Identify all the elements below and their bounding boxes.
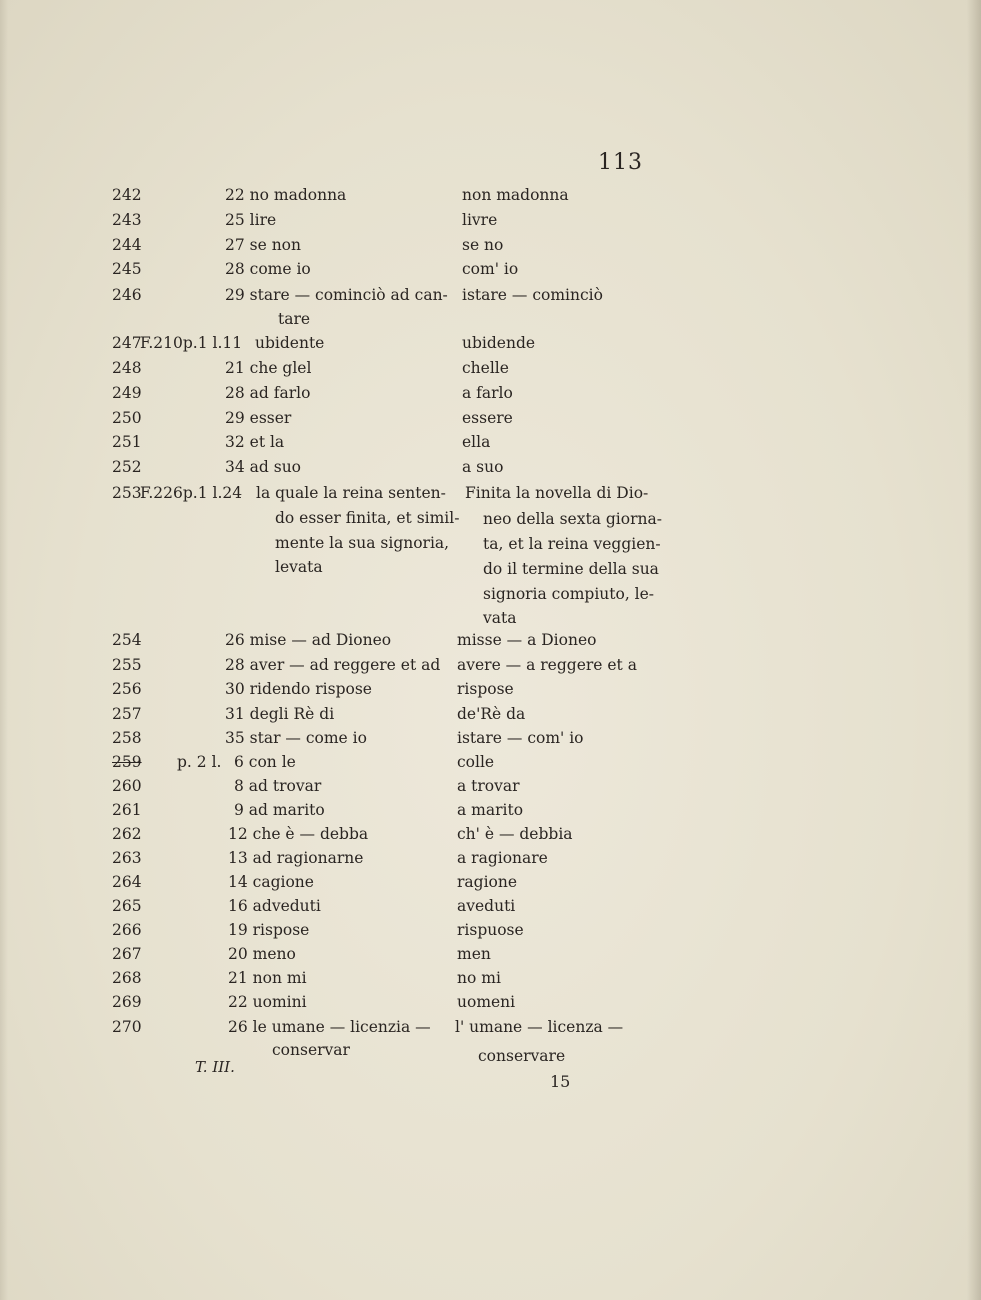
line-number: 248	[112, 359, 142, 377]
corrected-reading: non madonna	[462, 186, 569, 204]
original-reading: 22 uomini	[228, 993, 307, 1011]
line-number: 265	[112, 897, 142, 915]
original-reading: 31 degli Rè di	[225, 705, 335, 723]
line-number: 258	[112, 729, 142, 747]
original-reading-continuation: conservar	[272, 1041, 350, 1059]
page-edge-left	[0, 0, 8, 1300]
original-reading: 35 star — come io	[225, 729, 367, 747]
line-number: 245	[112, 260, 142, 278]
corrected-reading: istare — cominciò	[462, 286, 603, 304]
line-number: 256	[112, 680, 142, 698]
corrected-reading: uomeni	[457, 993, 516, 1011]
line-number: 264	[112, 873, 142, 891]
corrected-reading: istare — com' io	[457, 729, 584, 747]
corrected-reading: ubidende	[462, 334, 536, 352]
corrected-reading: a marito	[457, 801, 524, 819]
corrected-reading: a farlo	[462, 384, 513, 402]
corrected-reading: se no	[462, 236, 504, 254]
line-number: 249	[112, 384, 142, 402]
line-number: 243	[112, 211, 142, 229]
corrected-reading-continuation: signoria compiuto, le-	[483, 585, 655, 603]
original-reading: 25 lire	[225, 211, 277, 229]
corrected-reading: rispuose	[457, 921, 524, 939]
gathering-number: 15	[550, 1072, 571, 1091]
line-number: 261	[112, 801, 142, 819]
corrected-reading: a ragionare	[457, 849, 548, 867]
original-reading: ubidente	[255, 334, 325, 352]
original-reading: 32 et la	[225, 433, 285, 451]
line-number: 251	[112, 433, 142, 451]
source-reference: F.226p.1 l.24	[140, 484, 243, 502]
original-reading: 29 stare — cominciò ad can-	[225, 286, 448, 304]
page-edge-right	[967, 0, 981, 1300]
original-reading: 28 ad farlo	[225, 384, 311, 402]
original-reading: 34 ad suo	[225, 458, 302, 476]
original-reading: 30 ridendo rispose	[225, 680, 372, 698]
original-reading: 6 con le	[234, 753, 296, 771]
line-number: 259	[112, 753, 142, 771]
line-number: 268	[112, 969, 142, 987]
line-number: 266	[112, 921, 142, 939]
line-number: 260	[112, 777, 142, 795]
original-reading: 12 che è — debba	[228, 825, 369, 843]
signature-mark: T. III.	[195, 1058, 235, 1076]
corrected-reading: chelle	[462, 359, 509, 377]
source-reference: p. 2 l.	[177, 753, 222, 771]
line-number: 262	[112, 825, 142, 843]
line-number: 253	[112, 484, 142, 502]
line-number: 244	[112, 236, 142, 254]
corrected-reading-continuation: ta, et la reina veggien-	[483, 535, 661, 553]
source-reference: F.210p.1 l.11	[140, 334, 243, 352]
line-number: 254	[112, 631, 142, 649]
original-reading: 28 aver — ad reggere et ad	[225, 656, 441, 674]
corrected-reading: ch' è — debbia	[457, 825, 573, 843]
corrected-reading: a trovar	[457, 777, 520, 795]
line-number: 269	[112, 993, 142, 1011]
original-reading: 27 se non	[225, 236, 302, 254]
original-reading: 20 meno	[228, 945, 296, 963]
original-reading: la quale la reina senten-	[256, 484, 446, 502]
line-number: 247	[112, 334, 142, 352]
corrected-reading-continuation: conservare	[478, 1047, 566, 1065]
corrected-reading: no mi	[457, 969, 501, 987]
line-number: 252	[112, 458, 142, 476]
corrected-reading-continuation: neo della sexta giorna-	[483, 510, 662, 528]
original-reading: 9 ad marito	[234, 801, 325, 819]
original-reading: 26 le umane — licenzia —	[228, 1018, 431, 1036]
corrected-reading: colle	[457, 753, 495, 771]
original-reading: 14 cagione	[228, 873, 314, 891]
original-reading-continuation: mente la sua signoria,	[275, 534, 450, 552]
line-number: 246	[112, 286, 142, 304]
line-number: 255	[112, 656, 142, 674]
original-reading: 26 mise — ad Dioneo	[225, 631, 392, 649]
corrected-reading: men	[457, 945, 491, 963]
original-reading: 13 ad ragionarne	[228, 849, 364, 867]
original-reading: 19 rispose	[228, 921, 310, 939]
corrected-reading: a suo	[462, 458, 504, 476]
corrected-reading: de'Rè da	[457, 705, 526, 723]
original-reading: 21 non mi	[228, 969, 307, 987]
original-reading-continuation: tare	[278, 310, 311, 328]
page-number: 113	[598, 150, 643, 175]
corrected-reading: ragione	[457, 873, 518, 891]
corrected-reading: misse — a Dioneo	[457, 631, 597, 649]
line-number: 242	[112, 186, 142, 204]
line-number: 267	[112, 945, 142, 963]
corrected-reading: l' umane — licenza —	[455, 1018, 624, 1036]
line-number: 257	[112, 705, 142, 723]
original-reading: 22 no madonna	[225, 186, 347, 204]
corrected-reading: rispose	[457, 680, 514, 698]
corrected-reading: aveduti	[457, 897, 516, 915]
line-number: 250	[112, 409, 142, 427]
original-reading: 8 ad trovar	[234, 777, 322, 795]
line-number: 270	[112, 1018, 142, 1036]
corrected-reading-continuation: do il termine della sua	[483, 560, 659, 578]
original-reading-continuation: levata	[275, 558, 323, 576]
original-reading: 21 che glel	[225, 359, 312, 377]
original-reading: 29 esser	[225, 409, 292, 427]
corrected-reading: Finita la novella di Dio-	[465, 484, 649, 502]
corrected-reading: avere — a reggere et a	[457, 656, 637, 674]
original-reading: 28 come io	[225, 260, 311, 278]
corrected-reading-continuation: vata	[483, 609, 517, 627]
line-number: 263	[112, 849, 142, 867]
corrected-reading: com' io	[462, 260, 519, 278]
corrected-reading: ella	[462, 433, 491, 451]
original-reading: 16 adveduti	[228, 897, 321, 915]
corrected-reading: livre	[462, 211, 498, 229]
corrected-reading: essere	[462, 409, 513, 427]
original-reading-continuation: do esser finita, et simil-	[275, 509, 460, 527]
